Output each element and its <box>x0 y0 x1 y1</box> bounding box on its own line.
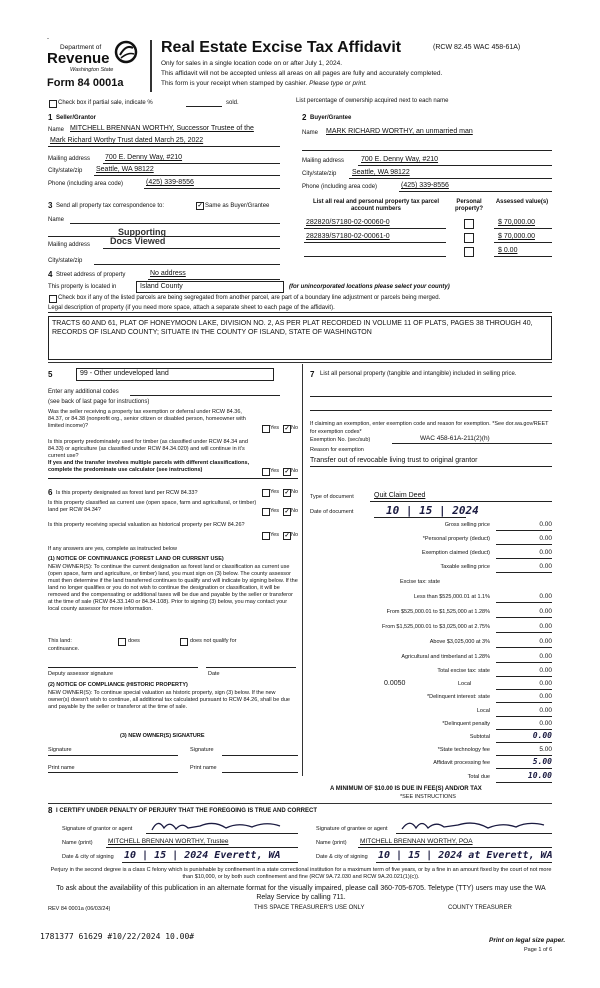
q6b-no-checkbox[interactable]: ✓ <box>284 509 290 515</box>
tax-line-4-value[interactable]: 0.00 <box>539 638 552 645</box>
exemption-claimed-value[interactable]: 0.00 <box>539 549 552 556</box>
doc-date-underline <box>374 517 466 518</box>
legal-description-field[interactable]: TRACTS 60 AND 61, PLAT OF HONEYMOON LAKE, DIVISION NO. 2, AS PER PLAT RECORDED IN VOLUME 11 OF PLATS, PAGES 38 THROUGH 40, RECORDS OF ISLAND COUNTY; SITUATE IN THE COUNTY OF ISLAND, STATE OF WASHINGTON <box>48 316 552 360</box>
new-owner-print-line-2[interactable] <box>222 772 298 773</box>
grantor-name-underline <box>106 847 298 848</box>
gross-price-value[interactable]: 0.00 <box>539 521 552 528</box>
revision-code: REV 84 0001a (06/03/24) <box>48 906 111 912</box>
see-instructions-note: *SEE INSTRUCTIONS <box>400 794 456 800</box>
cashier-stamp: 1781377 61629 #10/22/2024 10.00# <box>40 932 195 941</box>
revenue-logo-icon <box>114 40 138 64</box>
doc-date-value[interactable]: 10 | 15 | 2024 <box>386 504 479 517</box>
timber-question-note: If yes and the transfer involves multiple parcels with different classifications, complete the predominate use calculator (see instructions) <box>48 460 250 473</box>
grantor-date-value[interactable]: 10 | 15 | 2024 Everett, WA <box>124 850 281 861</box>
tax-line-3-underline <box>496 632 552 633</box>
grantee-name-underline <box>358 847 552 848</box>
local2-underline <box>496 716 552 717</box>
current-use-question: Is this property classified as current use (open space, farm and agricultural, or timber) land per RCW 84.34? <box>48 500 257 513</box>
section-5-number: 5 <box>48 370 53 379</box>
supporting-stamp-2: Docs Viewed <box>110 236 166 246</box>
q6a-no-checkbox[interactable]: ✓ <box>284 490 290 496</box>
treasurer-use-label: THIS SPACE TREASURER'S USE ONLY <box>254 905 365 911</box>
continuance-label: continuance. <box>48 646 80 652</box>
accessibility-notice: To ask about the availability of this publication in an alternate format for the visually impaired, please call 360-705-6705. Teletype (TTY) users may use the WA Relay Service by calling 711. <box>56 885 546 901</box>
parcel-number-2[interactable]: 282839/S7180-02-00061-0 <box>306 233 390 240</box>
tech-fee-underline <box>496 755 552 756</box>
buyer-phone-underline <box>399 191 552 192</box>
tax-line-3-label: From $1,525,000.01 to $3,025,000 at 2.75% <box>382 624 490 630</box>
personal-property-deduct-underline <box>496 544 552 545</box>
seller-city-underline <box>94 175 280 176</box>
subtotal-underline <box>496 742 552 743</box>
timber-question: Is this property predominately used for timber (as classified under RCW 84.34 and 84.33) or agriculture (as classified under RCW 84.34.020) and will continue in it's current use? <box>48 439 248 459</box>
grantee-name-value[interactable]: MITCHELL BRENNAN WORTHY, POA <box>360 838 473 845</box>
legal-description-label: Legal description of property (if you need more space, attach a separate sheet to each page of the affidavit). <box>48 305 335 311</box>
grantee-signature[interactable] <box>398 816 552 834</box>
seller-mail-underline <box>103 163 280 164</box>
new-owner-signature-title: (3) NEW OWNER(S) SIGNATURE <box>120 733 205 739</box>
q1-no-checkbox[interactable]: ✓ <box>284 426 290 432</box>
personal-property-field-2[interactable] <box>310 410 552 411</box>
seller-name-line-1[interactable]: MITCHELL BRENNAN WORTHY, Successor Trustee of the <box>70 125 254 132</box>
if-yes-instruction: If any answers are yes, complete as instructed below <box>48 546 178 552</box>
exemption-no-value[interactable]: WAC 458-61A-211(2)(h) <box>420 435 490 442</box>
q6b-yes-checkbox[interactable] <box>262 508 270 516</box>
assessed-underline-3 <box>494 256 552 257</box>
new-owner-signature-label-2: Signature <box>190 747 214 753</box>
segregated-checkbox[interactable] <box>49 295 57 303</box>
certify-statement: I CERTIFY UNDER PENALTY OF PERJURY THAT THE FOREGOING IS TRUE AND CORRECT <box>56 808 318 814</box>
taxable-price-label: Taxable selling price <box>440 564 490 570</box>
buyer-city-underline <box>349 178 552 179</box>
tax-line-4-underline <box>496 647 552 648</box>
q6b-no-label: No <box>291 508 299 514</box>
seller-name-label: Name <box>48 127 65 133</box>
section-7-number: 7 <box>310 370 315 379</box>
seller-phone-underline <box>144 188 280 189</box>
exemption-no-underline <box>392 443 552 444</box>
correspondence-name-label: Name <box>48 217 65 223</box>
assessed-underline-2 <box>494 242 552 243</box>
grantee-date-label: Date & city of signing <box>316 854 368 860</box>
delinquent-interest-label: *Delinquent interest: state <box>427 694 490 700</box>
processing-fee-value[interactable]: 5.00 <box>532 757 552 766</box>
tax-line-5-value[interactable]: 0.00 <box>539 653 552 660</box>
header-divider <box>150 40 152 92</box>
seller-city-value[interactable]: Seattle, WA 98122 <box>96 166 154 173</box>
partial-sale-checkbox[interactable] <box>49 100 57 108</box>
exemption-claimed-underline <box>496 558 552 559</box>
section-8-divider <box>48 803 552 804</box>
local2-value[interactable]: 0.00 <box>539 707 552 714</box>
form-number: Form 84 0001a <box>47 77 124 89</box>
notice-compliance-text: NEW OWNER(S): To continue special valuation as historic property, sign (3) below. If the new owner(s) doesn't wish to continue, all additional tax calculated pursuant to RCW 84.26, shall be due and payable by the seller or transferor at the time of sale. <box>48 690 290 710</box>
personal-property-checkbox-2[interactable] <box>464 233 474 243</box>
total-excise-state-value[interactable]: 0.00 <box>539 667 552 674</box>
new-owner-print-label-1: Print name <box>48 765 75 771</box>
exemption-no-label: Exemption No. (sec/sub) <box>310 437 371 443</box>
buyer-name-label: Name <box>302 130 319 136</box>
county-select[interactable] <box>136 281 284 293</box>
deputy-date-line[interactable] <box>206 667 296 668</box>
q6c-yes-checkbox[interactable] <box>262 532 270 540</box>
q2-yes-label: Yes <box>270 468 279 474</box>
local-rate: 0.0050 <box>384 680 406 687</box>
grantor-signature[interactable] <box>148 816 298 834</box>
deputy-signature-label: Deputy assessor signature <box>48 671 114 677</box>
local-underline <box>496 689 552 690</box>
q1-yes-label: Yes <box>270 425 279 431</box>
q6c-yes-label: Yes <box>270 532 279 538</box>
street-address-label: Street address of property <box>56 272 126 278</box>
gross-price-underline <box>496 530 552 531</box>
tax-line-1-label: Less than $525,000.01 at 1.1% <box>413 594 490 600</box>
tax-line-2-label: From $525,000.01 to $1,525,000 at 1.28% <box>386 609 490 615</box>
header-corner-mark: - <box>47 36 49 42</box>
header-note-2: This affidavit will not be accepted unless all areas on all pages are fully and accurately completed. <box>161 70 443 77</box>
seller-mail-value[interactable]: 700 E. Denny Way, #210 <box>105 154 183 161</box>
section-1-number: 1 <box>48 113 53 122</box>
supporting-stamp-1: Supporting <box>118 227 166 237</box>
buyer-mail-label: Mailing address <box>302 158 345 164</box>
assessed-value-3[interactable]: $ 0.00 <box>498 247 518 254</box>
tech-fee-value[interactable]: 5.00 <box>539 746 552 753</box>
local-value[interactable]: 0.00 <box>539 680 552 687</box>
personal-col-header: Personal property? <box>454 199 483 212</box>
total-excise-state-label: Total excise tax: state <box>437 668 490 674</box>
minimum-due-note: A MINIMUM OF $10.00 IS DUE IN FEE(S) AND/OR TAX <box>330 786 482 792</box>
q2-yes-checkbox[interactable] <box>262 468 270 476</box>
delinquent-penalty-value[interactable]: 0.00 <box>539 720 552 727</box>
this-land-label: This land: <box>48 638 72 644</box>
section-2-number: 2 <box>302 113 307 122</box>
personal-property-checkbox-1[interactable] <box>464 219 474 229</box>
county-select-value: Island County <box>140 283 183 290</box>
seller-name-line-2[interactable]: Mark Richard Worthy Trust dated March 25, 2022 <box>50 137 204 144</box>
assessed-value-1[interactable]: $ 70,000.00 <box>498 219 535 226</box>
q2-no-label: No <box>291 468 299 474</box>
parcel-underline-3 <box>304 256 446 257</box>
grantor-signature-label: Signature of grantor or agent <box>62 826 133 832</box>
processing-fee-label: Affidavit processing fee <box>433 760 490 766</box>
tax-line-3-value[interactable]: 0.00 <box>539 623 552 630</box>
tax-line-5-label: Agricultural and timberland at 1.28% <box>401 654 490 660</box>
correspondence-label: Send all property tax correspondence to: <box>56 203 165 209</box>
new-owner-print-line-1[interactable] <box>48 772 178 773</box>
historic-question: Is this property receiving special valuation as historical property per RCW 84.26? <box>48 522 245 528</box>
seller-mail-label: Mailing address <box>48 156 91 162</box>
dept-line: Department of <box>60 44 102 51</box>
grantor-signature-line <box>146 833 298 834</box>
q6a-yes-checkbox[interactable] <box>262 489 270 497</box>
rcw-reference: (RCW 82.45 WAC 458-61A) <box>433 44 521 51</box>
excise-tax-state-label: Excise tax: state <box>400 579 441 585</box>
buyer-city-value[interactable]: Seattle, WA 98122 <box>352 169 410 176</box>
grantee-signature-label: Signature of grantee or agent <box>316 826 388 832</box>
parcel-underline-2 <box>304 242 446 243</box>
forest-land-question: Is this property designated as forest land per RCW 84.33? <box>56 490 198 496</box>
tech-fee-label: *State technology fee <box>437 747 490 753</box>
reason-value[interactable]: Transfer out of revocable living trust to original grantor <box>310 457 478 464</box>
section-8-number: 8 <box>48 806 53 815</box>
buyer-phone-value[interactable]: (425) 339-8556 <box>401 182 449 189</box>
tax-line-4-label: Above $3,025,000 at 3% <box>429 639 490 645</box>
header-note-1: Only for sales in a single location code on or after July 1, 2024. <box>161 60 343 67</box>
assessed-value-2[interactable]: $ 70,000.00 <box>498 233 535 240</box>
section-5-divider <box>48 362 552 363</box>
land-use-value: 99 - Other undeveloped land <box>80 370 169 377</box>
street-address-underline <box>148 279 280 280</box>
seller-name-underline <box>48 146 280 147</box>
q1-no-label: No <box>291 425 299 431</box>
segregated-label: Check box if any of the listed parcels are being segregated from another parcel, are part of a boundary line adjustment or parcels being merged. <box>58 295 441 301</box>
taxable-price-underline <box>496 572 552 573</box>
q1-yes-checkbox[interactable] <box>262 425 270 433</box>
personal-property-field-1[interactable] <box>310 396 552 397</box>
land-use-select[interactable] <box>76 368 274 381</box>
does-not-label: does not qualify for <box>190 638 237 644</box>
exemption-instructions: If claiming an exemption, enter exemption code and reason for exemption. *See dor.wa.gov/REET for exemption codes* <box>310 421 549 435</box>
legal-paper-note: Print on legal size paper. <box>489 937 566 944</box>
new-owner-signature-line-2[interactable] <box>222 755 298 756</box>
parcel-underline-1 <box>304 228 446 229</box>
seller-phone-value[interactable]: (425) 339-8556 <box>146 179 194 186</box>
delinquent-penalty-label: *Delinquent penalty <box>442 721 490 727</box>
gross-price-label: Gross selling price <box>444 522 490 528</box>
assessed-underline-1 <box>494 228 552 229</box>
correspondence-name-field[interactable] <box>70 223 280 224</box>
legal-label-underline <box>48 312 552 313</box>
located-in-label: This property is located in <box>48 284 117 290</box>
tax-line-2-underline <box>496 617 552 618</box>
q6c-no-checkbox[interactable]: ✓ <box>284 533 290 539</box>
subtotal-value[interactable]: 0.00 <box>532 731 552 740</box>
partial-sale-label: Check box if partial sale, indicate % <box>58 100 153 106</box>
subtotal-label: Subtotal <box>469 734 490 740</box>
tax-line-1-value[interactable]: 0.00 <box>539 593 552 600</box>
personal-property-deduct-label: *Personal property (deduct) <box>422 536 490 542</box>
does-label: does <box>128 638 140 644</box>
list-percentage-note: List percentage of ownership acquired next to each name <box>296 98 449 104</box>
grantee-date-underline <box>376 862 552 863</box>
unincorporated-note: (for unincorporated locations please select your county) <box>289 284 450 290</box>
does-not-qualify-checkbox[interactable] <box>180 638 188 646</box>
seller-heading: Seller/Grantor <box>56 115 97 121</box>
tax-line-5-underline <box>496 662 552 663</box>
q6c-no-label: No <box>291 532 299 538</box>
doc-date-label: Date of document <box>310 509 354 515</box>
personal-property-label: List all personal property (tangible and intangible) included in selling price. <box>320 371 517 377</box>
total-due-value[interactable]: 10.00 <box>527 771 552 780</box>
seller-phone-label: Phone (including area code) <box>48 181 124 187</box>
section-5-bottom-line <box>48 478 298 479</box>
parcel-col-header: List all real and personal property tax parcel account numbers <box>312 199 440 212</box>
additional-codes-label: Enter any additional codes <box>48 389 119 395</box>
buyer-mail-value[interactable]: 700 E. Denny Way, #210 <box>361 156 439 163</box>
section-4-number: 4 <box>48 270 53 279</box>
personal-property-deduct-value[interactable]: 0.00 <box>539 535 552 542</box>
same-as-buyer-checkbox[interactable]: ✓ <box>197 203 203 209</box>
notice-continuance-text: NEW OWNER(S): To continue the current designation as forest land or classification as current use (open space, farm and agriculture, or timber) land, you must sign on (3) below. The county assessor must then determine if the land transferred continues to qualify and will indicate by signing below. If the land no longer qualifies or you do not wish to continue the designation or classification, it will be removed and the compensating or additional taxes will be due and payable by the seller or transferor at the time of sale (RCW 84.33.140 or 84.34.108). Prior to signing (3) below, you may contact your local county assessor for more information. <box>48 564 298 612</box>
delinquent-interest-value[interactable]: 0.00 <box>539 693 552 700</box>
deputy-signature-line[interactable] <box>48 667 198 668</box>
q6a-yes-label: Yes <box>270 489 279 495</box>
county-treasurer-label: COUNTY TREASURER <box>448 905 512 911</box>
partial-sale-pct-field[interactable] <box>186 106 222 107</box>
new-owner-signature-label-1: Signature <box>48 747 72 753</box>
grantee-name-label: Name (print) <box>316 840 347 846</box>
correspondence-mail-field[interactable] <box>103 248 280 249</box>
section-3-number: 3 <box>48 201 53 210</box>
new-owner-print-label-2: Print name <box>190 765 217 771</box>
grantor-name-value[interactable]: MITCHELL BRENNAN WORTHY, Trustee <box>108 838 229 845</box>
see-back-note: (see back of last page for instructions) <box>48 399 150 405</box>
grantee-signature-line <box>396 833 552 834</box>
q2-no-checkbox[interactable]: ✓ <box>284 469 290 475</box>
exemption-claimed-label: Exemption claimed (deduct) <box>421 550 490 556</box>
sold-label: sold. <box>226 100 239 106</box>
reason-label: Reason for exemption <box>310 447 364 453</box>
notice-continuance-title: (1) NOTICE OF CONTINUANCE (FOREST LAND OR CURRENT USE) <box>48 556 224 562</box>
doc-type-label: Type of document <box>310 494 354 500</box>
local2-label: Local <box>476 708 490 714</box>
total-due-underline <box>496 782 552 783</box>
reason-underline <box>310 466 552 467</box>
tax-line-2-value[interactable]: 0.00 <box>539 608 552 615</box>
grantor-name-label: Name (print) <box>62 840 93 846</box>
delinquent-penalty-underline <box>496 729 552 730</box>
same-as-buyer-label: Same as Buyer/Grantee <box>205 203 270 209</box>
state-line: Washington State <box>70 67 114 73</box>
total-excise-state-underline <box>496 676 552 677</box>
processing-fee-underline <box>496 768 552 769</box>
buyer-name-underline-2 <box>302 150 552 151</box>
taxable-price-value[interactable]: 0.00 <box>539 563 552 570</box>
buyer-heading: Buyer/Grantee <box>310 115 352 121</box>
buyer-name-value[interactable]: MARK RICHARD WORTHY, an unmarried man <box>326 128 473 135</box>
buyer-city-label: City/state/zip <box>302 171 337 177</box>
correspondence-city-label: City/state/zip <box>48 258 83 264</box>
section-6-number: 6 <box>48 488 53 497</box>
total-due-label: Total due <box>467 774 490 780</box>
header-note-3: This form is your receipt when stamped by cashier. Please type or print. <box>161 80 367 87</box>
exemption-question: Was the seller receiving a property tax exemption or deferral under RCW 84.36, 84.37, or 84.38 (nonprofit org., senior citizen or disabled person, homeowner with limited income)? <box>48 409 246 429</box>
deputy-date-label: Date <box>208 671 220 677</box>
tax-line-1-underline <box>496 602 552 603</box>
grantee-date-value[interactable]: 10 | 15 | 2024 at Everett, WA <box>378 850 553 861</box>
buyer-phone-label: Phone (including area code) <box>302 184 378 190</box>
doc-type-value[interactable]: Quit Claim Deed <box>374 492 426 499</box>
parcel-number-1[interactable]: 282820/S7180-02-00060-0 <box>306 219 390 226</box>
perjury-notice: Perjury in the second degree is a class C felony which is punishable by confinement in a state correctional institution for a maximum term of five years, or by a fine in an amount fixed by the court of not more than $10,000, or by both such confinement and fine (RCW 9A.72.030 and RCW 9A.20.021(1)(c)). <box>50 867 552 880</box>
buyer-mail-underline <box>358 165 552 166</box>
additional-codes-field[interactable] <box>130 395 280 396</box>
does-qualify-checkbox[interactable] <box>118 638 126 646</box>
q6b-yes-label: Yes <box>270 508 279 514</box>
local-label: Local <box>458 681 472 687</box>
delinquent-interest-underline <box>496 702 552 703</box>
doc-type-underline <box>370 501 552 502</box>
page-title: Real Estate Excise Tax Affidavit <box>161 39 402 56</box>
grantor-date-label: Date & city of signing <box>62 854 114 860</box>
street-address-value[interactable]: No address <box>150 270 186 277</box>
personal-property-checkbox-3[interactable] <box>464 247 474 257</box>
seller-city-label: City/state/zip <box>48 168 83 174</box>
correspondence-mail-label: Mailing address <box>48 242 91 248</box>
column-divider <box>302 364 303 776</box>
assessed-col-header: Assessed value(s) <box>495 199 549 205</box>
correspondence-city-field[interactable] <box>94 264 280 265</box>
revenue-logo-text: Revenue <box>47 50 110 67</box>
page-number: Page 1 of 6 <box>524 947 553 953</box>
grantor-date-underline <box>122 862 298 863</box>
new-owner-signature-line-1[interactable] <box>48 755 178 756</box>
notice-compliance-title: (2) NOTICE OF COMPLIANCE (HISTORIC PROPERTY) <box>48 682 188 688</box>
q6a-no-label: No <box>291 489 299 495</box>
